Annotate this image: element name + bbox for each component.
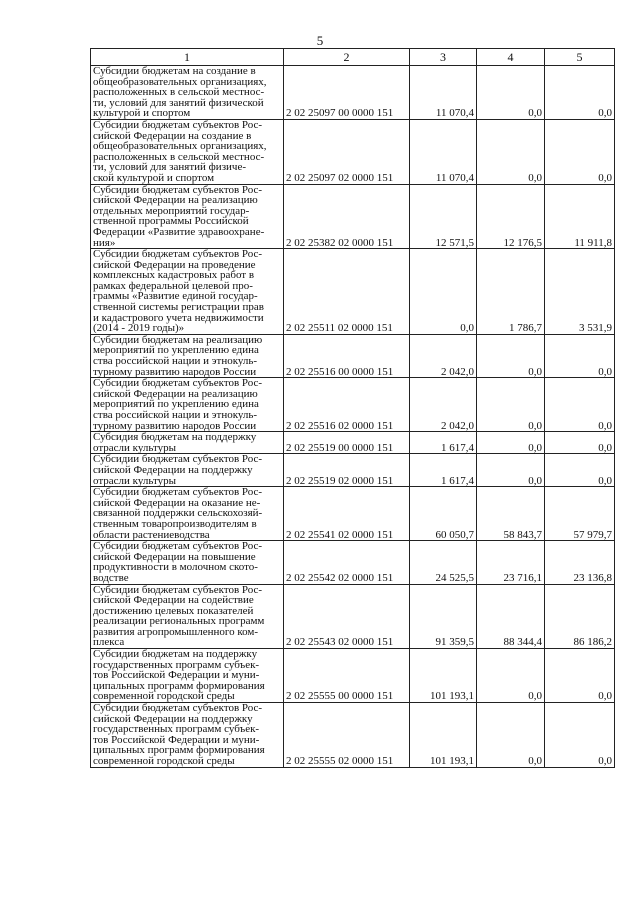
table-body — [91, 66, 615, 768]
value-col4-cell: 0,0 — [477, 378, 545, 432]
subsidy-name-line: (2014 - 2019 годы)» — [93, 322, 185, 335]
subsidy-name-line: граммы «Развитие единой государ- — [93, 290, 258, 303]
subsidy-name-cell — [91, 584, 284, 649]
subsidy-name-line: Субсидии бюджетам субъектов Рос- — [93, 453, 263, 466]
value-col5-cell: 3 531,9 — [545, 249, 615, 335]
subsidy-name-line: связанной поддержки сельскохозяй- — [93, 507, 263, 520]
table-row — [91, 249, 615, 335]
table-row — [91, 334, 615, 377]
subsidy-name-line: ния» — [93, 236, 116, 249]
subsidy-name-line: ципальных программ формирования — [93, 679, 265, 692]
value-col4-cell: 23 716,1 — [477, 541, 545, 584]
subsidy-name-line: ти, условий для занятий физиче- — [93, 161, 247, 174]
value-col3-cell: 1 617,4 — [410, 454, 477, 487]
subsidy-name-cell — [91, 119, 284, 184]
value-col4-cell: 0,0 — [477, 119, 545, 184]
table-row — [91, 487, 615, 541]
subsidy-name-cell — [91, 432, 284, 454]
table-row — [91, 66, 615, 120]
subsidy-name-line: Субсидии бюджетам субъектов Рос- — [93, 377, 263, 390]
value-col3-cell: 60 050,7 — [410, 487, 477, 541]
subsidy-name-line: культурой и спортом — [93, 107, 191, 120]
subsidy-name-line: комплексных кадастровых работ в — [93, 269, 255, 282]
table-row — [91, 432, 615, 454]
column-header-3: 3 — [410, 49, 477, 66]
subsidy-name-cell — [91, 487, 284, 541]
value-col4-cell: 0,0 — [477, 66, 545, 120]
subsidy-name-line: турному развитию народов России — [93, 419, 257, 432]
subsidy-name-line: современной городской среды — [93, 690, 235, 703]
subsidy-name-cell — [91, 541, 284, 584]
subsidy-name-cell — [91, 249, 284, 335]
value-col3-cell: 11 070,4 — [410, 119, 477, 184]
value-col5-cell: 0,0 — [545, 649, 615, 703]
subsidy-name-line: достижению целевых показателей — [93, 604, 254, 617]
value-col3-cell: 101 193,1 — [410, 649, 477, 703]
subsidy-name-line: отдельных мероприятий государ- — [93, 204, 250, 217]
value-col5-cell: 0,0 — [545, 119, 615, 184]
subsidy-name-cell — [91, 454, 284, 487]
subsidy-name-line: расположенных в сельской местнос- — [93, 150, 265, 163]
subsidy-name-line: сийской Федерации на проведение — [93, 258, 256, 271]
subsidy-name-line: мероприятий по укреплению едина — [93, 344, 259, 357]
budget-code-cell: 2 02 25542 02 0000 151 — [284, 541, 410, 584]
subsidy-name-line: Субсидии бюджетам на поддержку — [93, 648, 258, 661]
subsidy-name-line: сийской Федерации на реализацию — [93, 194, 258, 207]
budget-code-cell: 2 02 25097 02 0000 151 — [284, 119, 410, 184]
subsidy-name-cell — [91, 703, 284, 768]
value-col5-cell: 86 186,2 — [545, 584, 615, 649]
value-col3-cell: 24 525,5 — [410, 541, 477, 584]
subsidy-name-line: развития агропромышленного ком- — [93, 625, 259, 638]
subsidy-name-cell — [91, 66, 284, 120]
value-col5-cell: 0,0 — [545, 334, 615, 377]
column-header-2: 2 — [284, 49, 410, 66]
value-col3-cell: 2 042,0 — [410, 334, 477, 377]
value-col4-cell: 0,0 — [477, 432, 545, 454]
subsidy-name-cell — [91, 378, 284, 432]
value-col5-cell: 0,0 — [545, 454, 615, 487]
value-col4-cell: 88 344,4 — [477, 584, 545, 649]
budget-code-cell: 2 02 25097 00 0000 151 — [284, 66, 410, 120]
page-number: 5 — [316, 33, 324, 48]
budget-code-cell: 2 02 25555 00 0000 151 — [284, 649, 410, 703]
subsidy-name-line: ственным товаропроизводителям в — [93, 517, 257, 530]
subsidy-name-line: Субсидии бюджетам субъектов Рос- — [93, 583, 263, 596]
subsidy-name-line: общеобразовательных организациях, — [93, 75, 267, 88]
value-col5-cell: 0,0 — [545, 378, 615, 432]
budget-code-cell: 2 02 25516 00 0000 151 — [284, 334, 410, 377]
subsidy-name-line: сийской Федерации на содействие — [93, 594, 254, 607]
subsidy-name-line: Субсидии бюджетам субъектов Рос- — [93, 118, 263, 131]
table-row — [91, 378, 615, 432]
subsidy-name-line: современной городской среды — [93, 755, 235, 767]
subsidy-name-line: Субсидии бюджетам на создание в — [93, 65, 256, 77]
subsidy-name-line: мероприятий по укреплению едина — [93, 398, 259, 411]
value-col3-cell: 0,0 — [410, 249, 477, 335]
value-col3-cell: 2 042,0 — [410, 378, 477, 432]
subsidy-name-line: Субсидия бюджетам на поддержку — [93, 431, 257, 444]
table-row — [91, 454, 615, 487]
subsidy-name-line: сийской Федерации на повышение — [93, 550, 256, 563]
budget-code-cell: 2 02 25382 02 0000 151 — [284, 184, 410, 249]
subsidy-name-line: Субсидии бюджетам субъектов Рос- — [93, 540, 263, 553]
value-col5-cell: 11 911,8 — [545, 184, 615, 249]
value-col5-cell: 23 136,8 — [545, 541, 615, 584]
value-col4-cell: 58 843,7 — [477, 487, 545, 541]
column-header-1: 1 — [91, 49, 284, 66]
budget-code-cell: 2 02 25511 02 0000 151 — [284, 249, 410, 335]
subsidy-name-line: Федерации «Развитие здравоохране- — [93, 225, 265, 238]
subsidy-name-line: ципальных программ формирования — [93, 744, 265, 757]
value-col4-cell: 0,0 — [477, 454, 545, 487]
value-col5-cell: 0,0 — [545, 703, 615, 768]
subsidy-name-line: Субсидии бюджетам субъектов Рос- — [93, 486, 263, 499]
value-col4-cell: 0,0 — [477, 649, 545, 703]
value-col3-cell: 12 571,5 — [410, 184, 477, 249]
subsidy-name-line: общеобразовательных организациях, — [93, 140, 267, 153]
table-row — [91, 649, 615, 703]
subsidy-name-line: расположенных в сельской местнос- — [93, 86, 265, 99]
subsidy-name-line: Субсидии бюджетам субъектов Рос- — [93, 702, 263, 715]
subsidy-name-line: сийской Федерации на оказание не- — [93, 496, 261, 509]
value-col3-cell: 1 617,4 — [410, 432, 477, 454]
value-col3-cell: 11 070,4 — [410, 66, 477, 120]
table-row — [91, 184, 615, 249]
table-row — [91, 584, 615, 649]
subsidy-name-cell — [91, 649, 284, 703]
subsidy-name-line: сийской Федерации на реализацию — [93, 387, 258, 400]
value-col3-cell: 91 359,5 — [410, 584, 477, 649]
value-col4-cell: 1 786,7 — [477, 249, 545, 335]
subsidy-name-line: тов Российской Федерации и муни- — [93, 669, 260, 682]
subsidy-name-line: отрасли культуры — [93, 474, 177, 487]
subsidy-name-line: продуктивности в молочном ското- — [93, 561, 258, 574]
subsidy-name-line: плекса — [93, 636, 125, 649]
subsidy-name-line: водстве — [93, 571, 129, 584]
subsidy-name-line: сийской Федерации на поддержку — [93, 712, 253, 725]
value-col4-cell: 0,0 — [477, 334, 545, 377]
subsidy-name-line: Субсидии бюджетам субъектов Рос- — [93, 183, 263, 196]
table-row — [91, 119, 615, 184]
subsidy-name-line: области растениеводства — [93, 528, 210, 541]
subsidy-name-line: турному развитию народов России — [93, 365, 257, 378]
subsidy-name-line: Субсидии бюджетам субъектов Рос- — [93, 248, 263, 261]
subsidy-name-line: государственных программ субъек- — [93, 723, 260, 736]
subsidy-name-line: государственных программ субъек- — [93, 658, 260, 671]
table-row — [91, 703, 615, 768]
subsidy-name-line: Субсидии бюджетам на реализацию — [93, 333, 263, 346]
subsidy-name-line: и кадастрового учета недвижимости — [93, 311, 264, 324]
budget-code-cell: 2 02 25516 02 0000 151 — [284, 378, 410, 432]
budget-code-cell: 2 02 25543 02 0000 151 — [284, 584, 410, 649]
subsidy-name-line: ственной программы Российской — [93, 215, 249, 228]
subsidy-name-cell — [91, 334, 284, 377]
subsidy-name-cell — [91, 184, 284, 249]
budget-code-cell: 2 02 25555 02 0000 151 — [284, 703, 410, 768]
table-header-row — [91, 49, 615, 66]
subsidy-name-line: ства российской нации и этнокуль- — [93, 355, 258, 368]
value-col4-cell: 12 176,5 — [477, 184, 545, 249]
subsidy-name-line: ти, условий для занятий физической — [93, 96, 264, 109]
subsidy-name-line: ственной системы регистрации прав — [93, 301, 264, 314]
subsidy-name-line: отрасли культуры — [93, 441, 177, 454]
value-col5-cell: 0,0 — [545, 432, 615, 454]
value-col5-cell: 0,0 — [545, 66, 615, 120]
budget-code-cell: 2 02 25519 00 0000 151 — [284, 432, 410, 454]
table-row — [91, 541, 615, 584]
value-col5-cell: 57 979,7 — [545, 487, 615, 541]
subsidy-name-line: сийской Федерации на поддержку — [93, 463, 253, 476]
subsidies-table — [90, 48, 615, 768]
budget-code-cell: 2 02 25541 02 0000 151 — [284, 487, 410, 541]
value-col4-cell: 0,0 — [477, 703, 545, 768]
subsidy-name-line: реализации региональных программ — [93, 615, 265, 628]
subsidy-name-line: ства российской нации и этнокуль- — [93, 409, 258, 421]
value-col3-cell: 101 193,1 — [410, 703, 477, 768]
budget-code-cell: 2 02 25519 02 0000 151 — [284, 454, 410, 487]
subsidy-name-line: тов Российской Федерации и муни- — [93, 733, 260, 746]
subsidy-name-line: сийской Федерации на создание в — [93, 129, 252, 142]
column-header-5: 5 — [545, 49, 615, 66]
subsidy-name-line: рамках федеральной целевой про- — [93, 279, 253, 292]
column-header-4: 4 — [477, 49, 545, 66]
subsidy-name-line: ской культурой и спортом — [93, 171, 215, 184]
